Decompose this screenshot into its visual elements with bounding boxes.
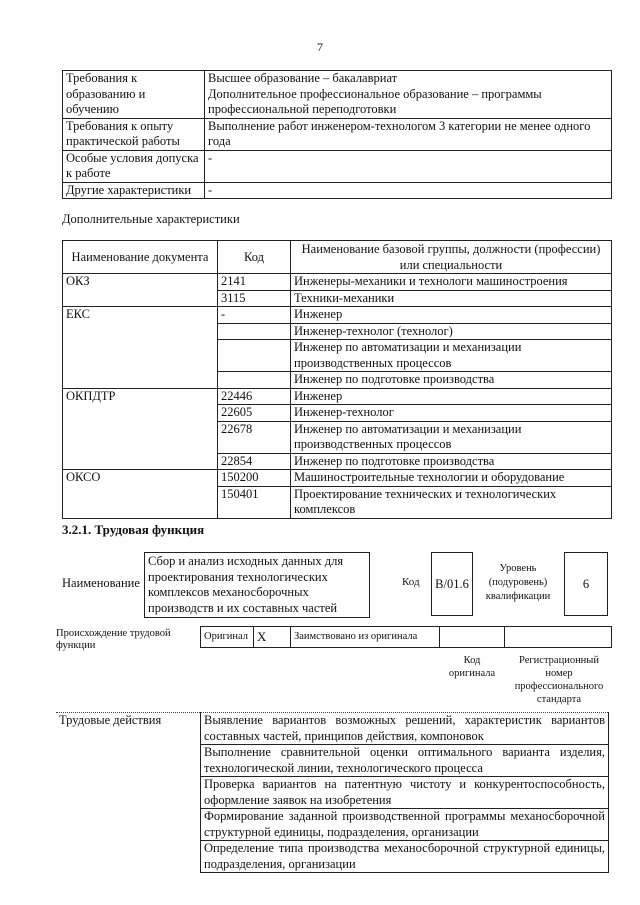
- function-name-box: Сбор и анализ исходных данных для проектирования технологических комплексов механосборочных производств и их составных частей: [144, 552, 370, 618]
- group-name: Инженер по подготовке производства: [291, 453, 612, 470]
- group-name: Инженер по автоматизации и механизации производственных процессов: [291, 340, 612, 372]
- characteristic-row: [63, 388, 612, 405]
- labor-action-item: Выявление вариантов возможных решений, характеристик вариантов составных частей, принципов действия, компоновок: [201, 713, 609, 745]
- requirement-value-line: -: [208, 182, 213, 197]
- document-code: 22678: [218, 421, 291, 453]
- group-name: Инженер-технолог: [291, 405, 612, 422]
- group-name: Инженеры-механики и технологи машиностроения: [291, 274, 612, 291]
- function-origin-label: Происхождение трудовой функции: [56, 628, 171, 651]
- document-name: ЕКС: [63, 307, 218, 389]
- labor-action-item: Выполнение сравнительной оценки оптимального варианта изделия, технологической линии, технологического процесса: [201, 745, 609, 777]
- document-name: ОКСО: [63, 470, 218, 519]
- header-document: Наименование документа: [63, 241, 218, 274]
- labor-actions-table: [56, 712, 609, 873]
- original-mark: X: [253, 626, 291, 648]
- original-code-box: [439, 626, 505, 648]
- function-code-label: Код: [402, 576, 420, 588]
- requirement-row: [63, 182, 612, 199]
- document-name: ОКЗ: [63, 274, 218, 307]
- document-code: 2141: [218, 274, 291, 291]
- group-name: Инженер-технолог (технолог): [291, 323, 612, 340]
- requirement-value: [205, 118, 612, 150]
- requirement-value-line: Высшее образование – бакалавриат: [208, 71, 398, 85]
- requirement-value: [205, 182, 612, 199]
- function-code-box: B/01.6: [431, 552, 473, 616]
- header-group-name: Наименование базовой группы, должности (профессии) или специальности: [291, 241, 612, 274]
- labor-function-title: 3.2.1. Трудовая функция: [62, 522, 205, 537]
- characteristics-table: [62, 240, 612, 519]
- document-code: -: [218, 307, 291, 324]
- document-code: 22446: [218, 388, 291, 405]
- function-name-label: Наименование: [62, 576, 140, 590]
- qualification-level-label: Уровень (подуровень) квалификации: [485, 563, 551, 602]
- document-code: 22854: [218, 453, 291, 470]
- original-code-label: Код оригинала: [448, 655, 496, 679]
- requirements-table: [62, 70, 612, 199]
- group-name: Проектирование технических и технологических комплексов: [291, 486, 612, 518]
- requirement-row: [63, 150, 612, 182]
- document-code: 150200: [218, 470, 291, 487]
- qualification-level-box: 6: [564, 552, 608, 616]
- page-number: 7: [317, 40, 323, 54]
- characteristic-row: [63, 274, 612, 291]
- original-label: Оригинал: [200, 626, 254, 648]
- labor-action-row: [56, 713, 609, 745]
- document-code: 22605: [218, 405, 291, 422]
- document-code: 3115: [218, 290, 291, 307]
- requirement-value: [205, 150, 612, 182]
- requirement-label: Требования к образованию и обучению: [63, 71, 205, 119]
- requirement-label: Требования к опыту практической работы: [63, 118, 205, 150]
- characteristic-row: [63, 307, 612, 324]
- requirement-row: [63, 118, 612, 150]
- document-code: [218, 340, 291, 372]
- requirement-value: [205, 71, 612, 119]
- document-code: [218, 372, 291, 389]
- labor-actions-label: Трудовые действия: [56, 713, 201, 873]
- header-code: Код: [218, 241, 291, 274]
- group-name: Инженер по подготовке производства: [291, 372, 612, 389]
- document-code: 150401: [218, 486, 291, 518]
- labor-action-item: Определение типа производства механосборочной структурной единицы, подразделения, организации: [201, 841, 609, 873]
- characteristic-row: [63, 470, 612, 487]
- group-name: Машиностроительные технологии и оборудование: [291, 470, 612, 487]
- requirement-value-line: Выполнение работ инженером-технологом 3 категории не менее одного года: [208, 118, 591, 148]
- document-code: [218, 323, 291, 340]
- registration-number-box: [504, 626, 612, 648]
- requirement-row: [63, 71, 612, 119]
- borrowed-label: Заимствовано из оригинала: [290, 626, 440, 648]
- labor-action-item: Проверка вариантов на патентную чистоту и конкурентоспособность, оформление заявок на изобретения: [201, 777, 609, 809]
- requirement-value-line: Дополнительное профессиональное образование – программы профессиональной переподготовки: [208, 86, 542, 116]
- additional-characteristics-title: Дополнительные характеристики: [62, 212, 240, 226]
- group-name: Инженер по автоматизации и механизации производственных процессов: [291, 421, 612, 453]
- group-name: Инженер: [291, 307, 612, 324]
- requirement-label: Другие характеристики: [63, 182, 205, 199]
- registration-number-label: Регистрационный номер профессионального стандарта: [514, 655, 604, 705]
- requirement-label: Особые условия допуска к работе: [63, 150, 205, 182]
- document-name: ОКПДТР: [63, 388, 218, 470]
- group-name: Техники-механики: [291, 290, 612, 307]
- group-name: Инженер: [291, 388, 612, 405]
- labor-action-item: Формирование заданной производственной программы механосборочной структурной единицы, подразделения, организации: [201, 809, 609, 841]
- requirement-value-line: -: [208, 150, 213, 165]
